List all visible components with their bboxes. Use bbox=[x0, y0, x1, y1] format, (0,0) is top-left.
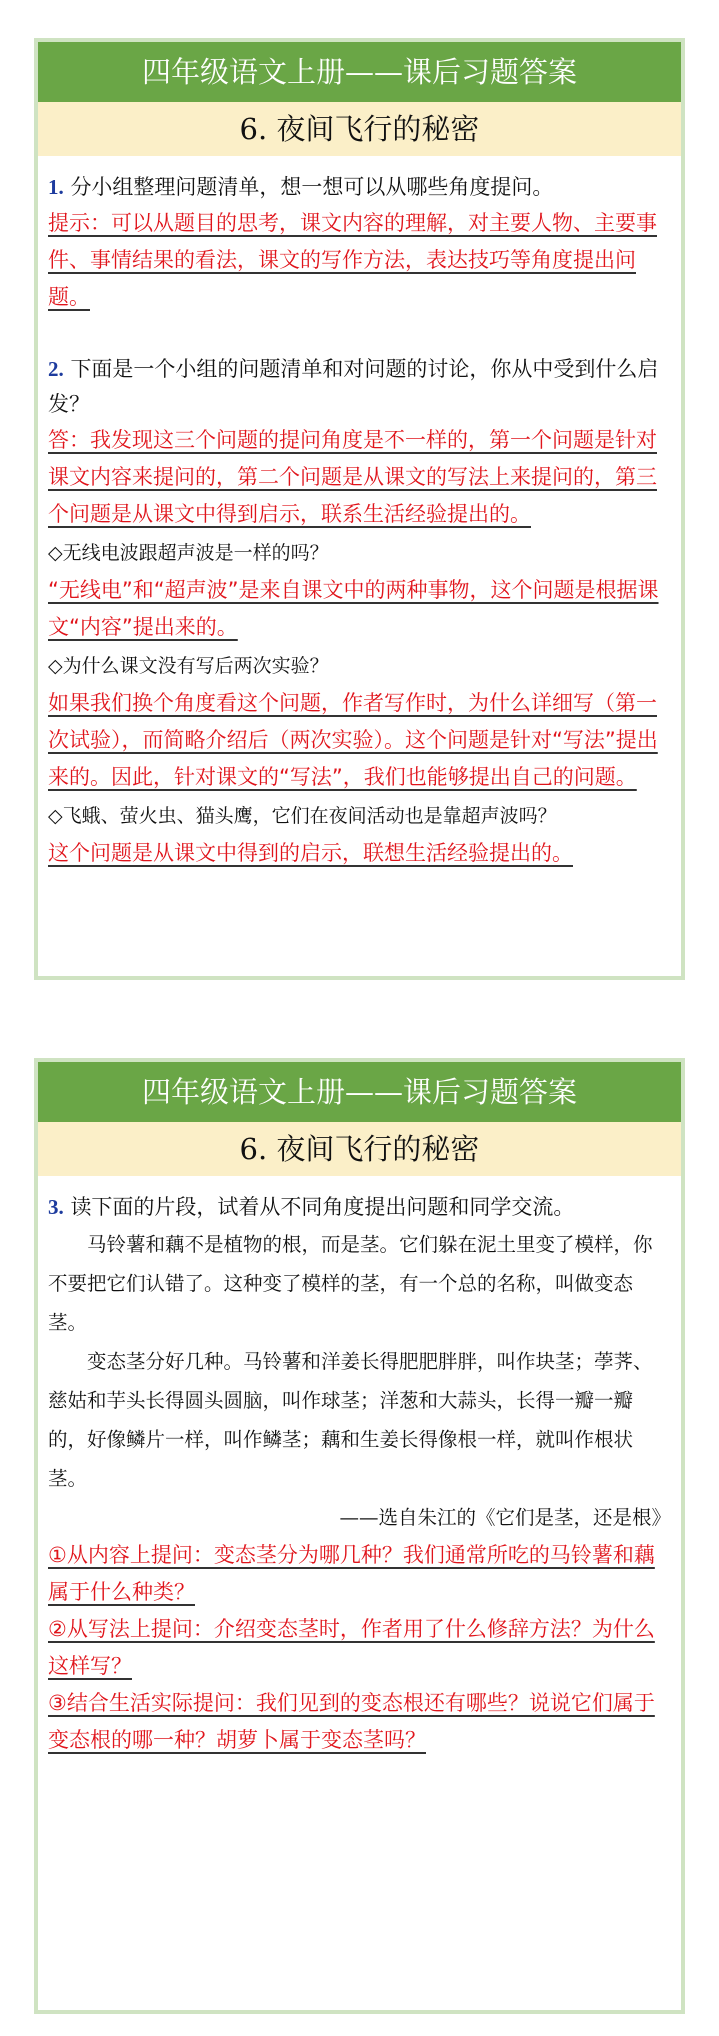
answer-text: “无线电”和“超声波”是来自课文中的两种事物，这个问题是根据课文“内容”提出来的。 bbox=[48, 578, 659, 639]
passage-source: ——选自朱江的《它们是茎，还是根》 bbox=[339, 1506, 671, 1529]
question-1 bbox=[48, 170, 671, 205]
question-item-1: ◇无线电波跟超声波是一样的吗？ bbox=[48, 542, 329, 564]
question-text: 下面是一个小组的问题清单和对问题的讨论，你从中受到什么启发？ bbox=[48, 357, 659, 416]
answer-text: ①从内容上提问：变态茎分为哪几种？我们通常所吃的马铃薯和藕属于什么种类？ bbox=[48, 1543, 655, 1604]
answer-text: 这个问题是从课文中得到的启示，联想生活经验提出的。 bbox=[48, 841, 573, 865]
passage-paragraph-1: 马铃薯和藕不是植物的根，而是茎。它们躲在泥土里变了模样，你不要把它们认错了。这种变了模样的茎，有一个总的名称，叫做变态茎。 bbox=[48, 1233, 653, 1334]
answer-3-2 bbox=[48, 1611, 671, 1685]
answer-2 bbox=[48, 422, 671, 533]
answer-text: ②从写法上提问：介绍变态茎时，作者用了什么修辞方法？为什么这样写？ bbox=[48, 1617, 655, 1678]
card-content bbox=[38, 1176, 681, 1759]
question-number: 2. bbox=[48, 357, 64, 381]
lesson-title: 6. 夜间飞行的秘密 bbox=[38, 102, 681, 156]
answer-text: 提示：可以从题目的思考，课文内容的理解，对主要人物、主要事件、事情结果的看法，课文的写作方法，表达技巧等角度提出问题。 bbox=[48, 211, 657, 309]
question-3 bbox=[48, 1190, 671, 1225]
answer-text: ③结合生活实际提问：我们见到的变态根还有哪些？说说它们属于变态根的哪一种？胡萝卜属于变态茎吗？ bbox=[48, 1691, 655, 1752]
item-answer-1 bbox=[48, 572, 671, 646]
answer-3-1 bbox=[48, 1537, 671, 1611]
answer-card-1 bbox=[34, 38, 685, 980]
question-number: 3. bbox=[48, 1195, 64, 1219]
item-answer-3 bbox=[48, 835, 671, 872]
answer-1 bbox=[48, 205, 671, 316]
passage-paragraph-2: 变态茎分好几种。马铃薯和洋姜长得肥肥胖胖，叫作块茎；荸荠、慈姑和芋头长得圆头圆脑，叫作球茎；洋葱和大蒜头，长得一瓣一瓣的，好像鳞片一样，叫作鳞茎；藕和生姜长得像根一样，就叫作根状茎。 bbox=[48, 1350, 653, 1490]
answer-card-2 bbox=[34, 1058, 685, 2014]
lesson-title: 6. 夜间飞行的秘密 bbox=[38, 1122, 681, 1176]
question-item-3: ◇飞蛾、萤火虫、猫头鹰，它们在夜间活动也是靠超声波吗？ bbox=[48, 805, 557, 827]
answer-text: 如果我们换个角度看这个问题，作者写作时，为什么详细写（第一次试验），而简略介绍后（两次实验）。这个问题是针对“写法”提出来的。因此，针对课文的“写法”，我们也能够提出自己的问题。 bbox=[48, 691, 658, 789]
question-item-2: ◇为什么课文没有写后两次实验？ bbox=[48, 655, 329, 677]
card-title: 四年级语文上册——课后习题答案 bbox=[38, 42, 681, 102]
question-number: 1. bbox=[48, 175, 64, 199]
item-answer-2 bbox=[48, 685, 671, 796]
answer-text: 答：我发现这三个问题的提问角度是不一样的，第一个问题是针对课文内容来提问的，第二个问题是从课文的写法上来提问的，第三个问题是从课文中得到启示，联系生活经验提出的。 bbox=[48, 428, 657, 526]
answer-3-3 bbox=[48, 1685, 671, 1759]
card-content bbox=[38, 156, 681, 872]
question-text: 分小组整理问题清单，想一想可以从哪些角度提问。 bbox=[70, 175, 554, 199]
question-text: 读下面的片段，试着从不同角度提出问题和同学交流。 bbox=[70, 1195, 575, 1219]
card-title: 四年级语文上册——课后习题答案 bbox=[38, 1062, 681, 1122]
question-2 bbox=[48, 352, 671, 422]
